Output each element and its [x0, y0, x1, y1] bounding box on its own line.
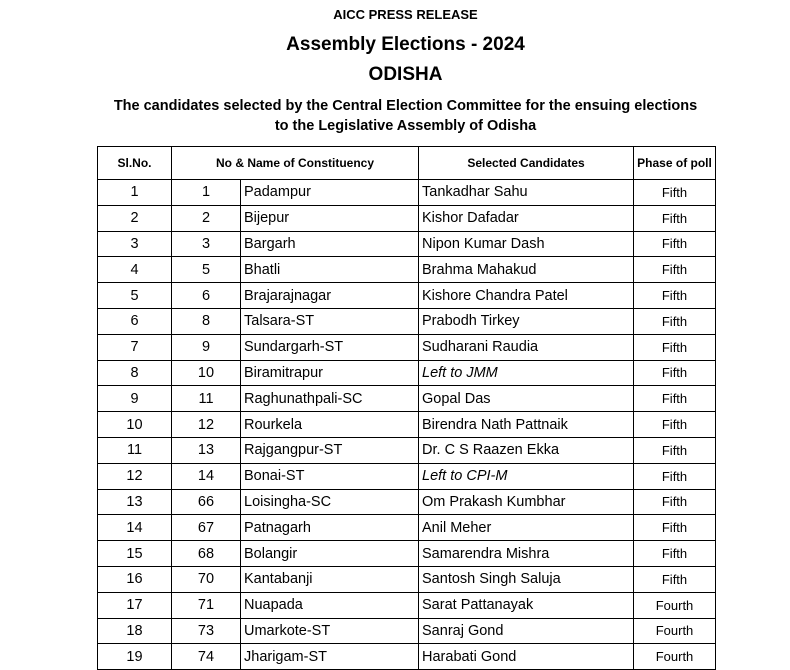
row-phase: Fifth	[634, 463, 716, 489]
row-candidate: Sanraj Gond	[419, 618, 634, 644]
row-phase: Fifth	[634, 205, 716, 231]
row-candidate: Nipon Kumar Dash	[419, 231, 634, 257]
row-candidate: Dr. C S Raazen Ekka	[419, 437, 634, 463]
row-sl-no: 11	[98, 437, 172, 463]
row-candidate: Kishore Chandra Patel	[419, 283, 634, 309]
table-row	[98, 541, 716, 567]
table-row	[98, 644, 716, 670]
table-row	[98, 592, 716, 618]
row-candidate: Left to JMM	[419, 360, 634, 386]
table-row	[98, 566, 716, 592]
row-constituency-no: 68	[172, 541, 241, 567]
row-constituency-name: Brajarajnagar	[241, 283, 419, 309]
table-row	[98, 231, 716, 257]
row-candidate: Gopal Das	[419, 386, 634, 412]
row-phase: Fifth	[634, 360, 716, 386]
row-candidate: Anil Meher	[419, 515, 634, 541]
row-sl-no: 13	[98, 489, 172, 515]
row-constituency-name: Nuapada	[241, 592, 419, 618]
row-sl-no: 8	[98, 360, 172, 386]
row-constituency-no: 14	[172, 463, 241, 489]
row-constituency-name: Raghunathpali-SC	[241, 386, 419, 412]
row-candidate: Brahma Mahakud	[419, 257, 634, 283]
row-phase: Fifth	[634, 566, 716, 592]
row-sl-no: 5	[98, 283, 172, 309]
row-constituency-no: 12	[172, 412, 241, 438]
row-phase: Fifth	[634, 180, 716, 206]
row-constituency-no: 5	[172, 257, 241, 283]
row-phase: Fifth	[634, 412, 716, 438]
row-phase: Fourth	[634, 592, 716, 618]
table-row	[98, 618, 716, 644]
table-row	[98, 360, 716, 386]
row-sl-no: 1	[98, 180, 172, 206]
row-candidate: Harabati Gond	[419, 644, 634, 670]
row-constituency-name: Bolangir	[241, 541, 419, 567]
row-constituency-name: Bijepur	[241, 205, 419, 231]
row-sl-no: 7	[98, 334, 172, 360]
table-row	[98, 308, 716, 334]
row-phase: Fifth	[634, 231, 716, 257]
row-constituency-name: Patnagarh	[241, 515, 419, 541]
row-constituency-no: 6	[172, 283, 241, 309]
table-row	[98, 437, 716, 463]
row-constituency-no: 70	[172, 566, 241, 592]
row-constituency-name: Biramitrapur	[241, 360, 419, 386]
candidates-table	[97, 146, 716, 670]
row-constituency-no: 74	[172, 644, 241, 670]
row-sl-no: 16	[98, 566, 172, 592]
table-row	[98, 412, 716, 438]
row-constituency-no: 9	[172, 334, 241, 360]
press-release-label: AICC PRESS RELEASE	[333, 7, 478, 22]
subtitle-line-1: The candidates selected by the Central Election Committee for the ensuing elections	[113, 98, 698, 114]
row-candidate: Om Prakash Kumbhar	[419, 489, 634, 515]
table-header-row	[98, 147, 716, 180]
row-phase: Fifth	[634, 541, 716, 567]
row-sl-no: 15	[98, 541, 172, 567]
row-candidate: Santosh Singh Saluja	[419, 566, 634, 592]
row-constituency-no: 8	[172, 308, 241, 334]
row-constituency-name: Bhatli	[241, 257, 419, 283]
row-phase: Fifth	[634, 515, 716, 541]
row-constituency-no: 1	[172, 180, 241, 206]
row-candidate: Prabodh Tirkey	[419, 308, 634, 334]
row-constituency-no: 10	[172, 360, 241, 386]
row-constituency-no: 67	[172, 515, 241, 541]
document-title: Assembly Elections - 2024	[286, 34, 525, 55]
row-sl-no: 4	[98, 257, 172, 283]
table-row	[98, 463, 716, 489]
row-constituency-name: Loisingha-SC	[241, 489, 419, 515]
row-sl-no: 14	[98, 515, 172, 541]
row-candidate: Sudharani Raudia	[419, 334, 634, 360]
row-constituency-no: 2	[172, 205, 241, 231]
table-row	[98, 489, 716, 515]
table-row	[98, 257, 716, 283]
row-constituency-no: 11	[172, 386, 241, 412]
row-phase: Fifth	[634, 334, 716, 360]
row-phase: Fifth	[634, 257, 716, 283]
subtitle-line-2: to the Legislative Assembly of Odisha	[274, 118, 537, 134]
row-phase: Fifth	[634, 283, 716, 309]
row-constituency-name: Umarkote-ST	[241, 618, 419, 644]
row-candidate: Sarat Pattanayak	[419, 592, 634, 618]
row-sl-no: 17	[98, 592, 172, 618]
row-constituency-no: 73	[172, 618, 241, 644]
row-sl-no: 9	[98, 386, 172, 412]
header-constituency: No & Name of Constituency	[172, 147, 419, 180]
row-constituency-no: 13	[172, 437, 241, 463]
row-constituency-name: Talsara-ST	[241, 308, 419, 334]
state-heading: ODISHA	[368, 64, 443, 85]
row-constituency-name: Bonai-ST	[241, 463, 419, 489]
row-phase: Fifth	[634, 437, 716, 463]
row-candidate: Kishor Dafadar	[419, 205, 634, 231]
header-phase: Phase of poll	[634, 147, 716, 180]
row-phase: Fifth	[634, 489, 716, 515]
row-sl-no: 10	[98, 412, 172, 438]
row-constituency-no: 66	[172, 489, 241, 515]
row-constituency-name: Sundargarh-ST	[241, 334, 419, 360]
table-row	[98, 515, 716, 541]
row-constituency-name: Bargarh	[241, 231, 419, 257]
header-candidate: Selected Candidates	[419, 147, 634, 180]
table-row	[98, 283, 716, 309]
table-row	[98, 180, 716, 206]
row-constituency-name: Kantabanji	[241, 566, 419, 592]
row-candidate: Samarendra Mishra	[419, 541, 634, 567]
row-phase: Fifth	[634, 386, 716, 412]
table-row	[98, 386, 716, 412]
row-sl-no: 18	[98, 618, 172, 644]
row-candidate: Birendra Nath Pattnaik	[419, 412, 634, 438]
row-constituency-name: Rajgangpur-ST	[241, 437, 419, 463]
row-sl-no: 19	[98, 644, 172, 670]
row-candidate: Tankadhar Sahu	[419, 180, 634, 206]
row-phase: Fifth	[634, 308, 716, 334]
table-row	[98, 334, 716, 360]
row-phase: Fourth	[634, 618, 716, 644]
row-sl-no: 3	[98, 231, 172, 257]
row-sl-no: 2	[98, 205, 172, 231]
row-constituency-no: 71	[172, 592, 241, 618]
row-sl-no: 12	[98, 463, 172, 489]
header-sl-no: Sl.No.	[98, 147, 172, 180]
table-row	[98, 205, 716, 231]
row-phase: Fourth	[634, 644, 716, 670]
row-candidate: Left to CPI-M	[419, 463, 634, 489]
row-constituency-name: Jharigam-ST	[241, 644, 419, 670]
row-constituency-name: Padampur	[241, 180, 419, 206]
row-sl-no: 6	[98, 308, 172, 334]
row-constituency-no: 3	[172, 231, 241, 257]
row-constituency-name: Rourkela	[241, 412, 419, 438]
